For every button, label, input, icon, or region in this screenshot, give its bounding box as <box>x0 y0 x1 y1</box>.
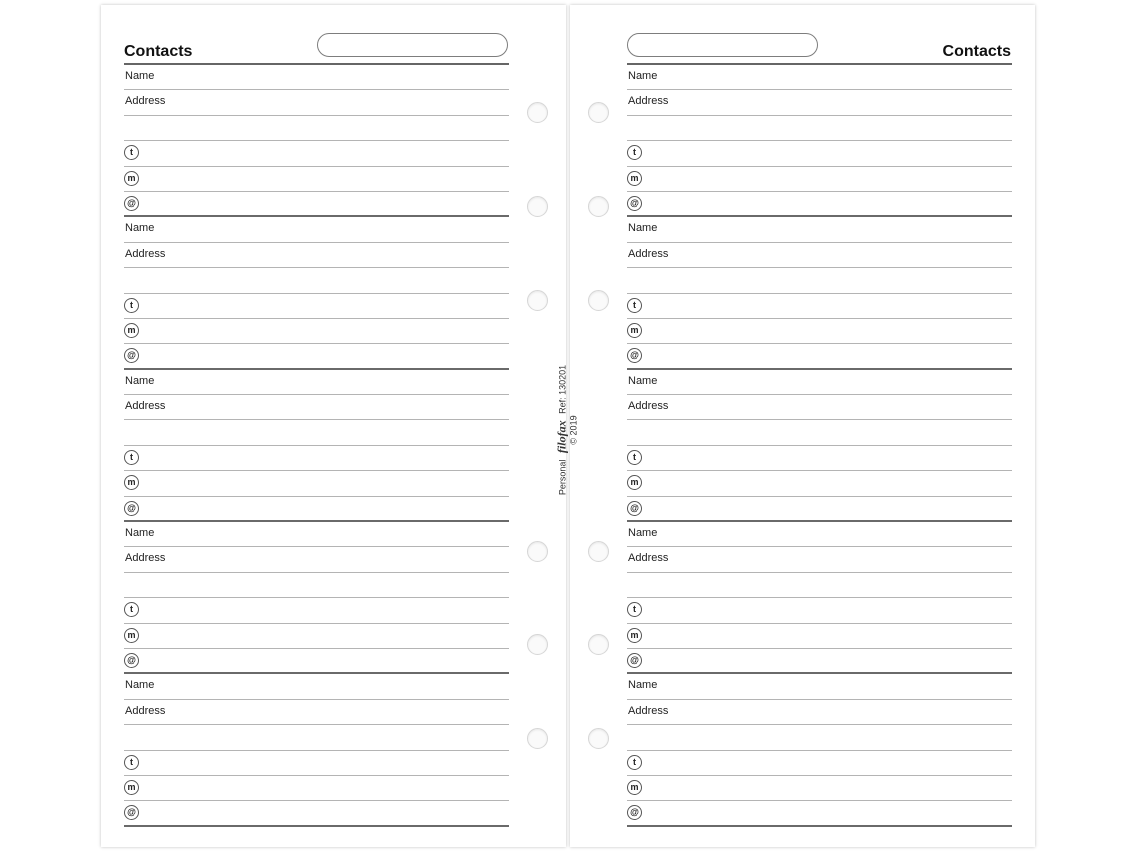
mobile-line[interactable] <box>627 624 1012 649</box>
mobile-line[interactable] <box>124 776 509 801</box>
mobile-icon: m <box>124 323 139 338</box>
phone-line[interactable] <box>627 598 1012 623</box>
address-line[interactable] <box>627 395 1012 420</box>
email-line[interactable] <box>627 192 1012 217</box>
punch-hole <box>527 728 548 749</box>
phone-icon: t <box>627 602 642 617</box>
mobile-icon: m <box>627 475 642 490</box>
mobile-line[interactable] <box>627 776 1012 801</box>
address-line[interactable] <box>124 547 509 572</box>
contact-block <box>627 217 1012 369</box>
phone-line[interactable] <box>627 141 1012 166</box>
email-icon: @ <box>124 653 139 668</box>
mobile-line[interactable] <box>124 167 509 192</box>
contacts-list <box>627 63 1012 827</box>
address-label: Address <box>628 704 669 717</box>
name-line[interactable] <box>627 522 1012 547</box>
mobile-icon: m <box>627 628 642 643</box>
phone-icon: t <box>124 755 139 770</box>
phone-icon: t <box>627 755 642 770</box>
name-line[interactable] <box>124 674 509 699</box>
name-line[interactable] <box>627 370 1012 395</box>
ref-label: Ref: 130201 <box>557 364 568 414</box>
mobile-icon: m <box>124 171 139 186</box>
address-line-2[interactable] <box>627 573 1012 598</box>
mobile-line[interactable] <box>124 624 509 649</box>
mobile-icon: m <box>124 475 139 490</box>
name-label: Name <box>628 374 658 387</box>
name-line[interactable] <box>627 65 1012 90</box>
email-line[interactable] <box>124 344 509 369</box>
address-line-2[interactable] <box>124 116 509 141</box>
punch-hole <box>527 102 548 123</box>
phone-line[interactable] <box>124 141 509 166</box>
address-label: Address <box>125 704 166 717</box>
name-label: Name <box>125 679 155 692</box>
email-line[interactable] <box>627 649 1012 674</box>
address-label: Address <box>628 95 669 108</box>
page-title: Contacts <box>942 43 1011 60</box>
mobile-line[interactable] <box>627 167 1012 192</box>
address-label: Address <box>628 552 669 565</box>
mobile-icon: m <box>627 323 642 338</box>
page-title: Contacts <box>124 43 193 60</box>
right-page <box>570 5 1035 847</box>
email-line[interactable] <box>627 344 1012 369</box>
address-line-2[interactable] <box>124 420 509 445</box>
contact-block <box>627 674 1012 826</box>
phone-icon: t <box>124 145 139 160</box>
name-line[interactable] <box>124 370 509 395</box>
phone-line[interactable] <box>627 446 1012 471</box>
punch-hole <box>527 541 548 562</box>
name-line[interactable] <box>124 217 509 242</box>
phone-line[interactable] <box>124 598 509 623</box>
punch-hole <box>527 290 548 311</box>
name-label: Name <box>125 222 155 235</box>
name-label: Name <box>125 527 155 540</box>
punch-hole <box>527 634 548 655</box>
address-line-2[interactable] <box>627 725 1012 750</box>
name-label: Name <box>125 374 155 387</box>
punch-hole <box>588 728 609 749</box>
address-line-2[interactable] <box>627 420 1012 445</box>
brand-logo: filofax <box>554 420 569 454</box>
mobile-icon: m <box>627 171 642 186</box>
address-label: Address <box>125 247 166 260</box>
index-tab-field[interactable] <box>317 33 508 57</box>
punch-hole <box>527 196 548 217</box>
address-line-2[interactable] <box>124 573 509 598</box>
punch-hole <box>588 541 609 562</box>
contact-block <box>124 674 509 826</box>
contact-block <box>627 370 1012 522</box>
address-line[interactable] <box>627 243 1012 268</box>
address-line[interactable] <box>124 395 509 420</box>
email-line[interactable] <box>124 801 509 826</box>
spine-imprint <box>554 363 580 497</box>
size-label: Personal <box>557 459 568 496</box>
phone-line[interactable] <box>124 446 509 471</box>
address-label: Address <box>125 95 166 108</box>
address-line[interactable] <box>627 547 1012 572</box>
mobile-icon: m <box>627 780 642 795</box>
email-icon: @ <box>627 501 642 516</box>
email-icon: @ <box>124 805 139 820</box>
email-line[interactable] <box>124 649 509 674</box>
email-line[interactable] <box>627 801 1012 826</box>
left-page <box>101 5 566 847</box>
mobile-line[interactable] <box>627 319 1012 344</box>
phone-icon: t <box>124 602 139 617</box>
address-label: Address <box>125 552 166 565</box>
phone-icon: t <box>124 298 139 313</box>
phone-icon: t <box>124 450 139 465</box>
phone-line[interactable] <box>124 294 509 319</box>
phone-icon: t <box>627 450 642 465</box>
mobile-icon: m <box>124 780 139 795</box>
name-line[interactable] <box>627 217 1012 242</box>
address-label: Address <box>628 400 669 413</box>
phone-icon: t <box>627 145 642 160</box>
contact-block <box>124 65 509 217</box>
name-label: Name <box>628 222 658 235</box>
name-label: Name <box>125 70 155 82</box>
email-icon: @ <box>627 653 642 668</box>
mobile-line[interactable] <box>124 319 509 344</box>
address-line[interactable] <box>124 90 509 115</box>
address-line[interactable] <box>124 700 509 725</box>
email-line[interactable] <box>124 497 509 522</box>
address-line-2[interactable] <box>124 725 509 750</box>
punch-hole <box>588 102 609 123</box>
phone-line[interactable] <box>627 751 1012 776</box>
email-icon: @ <box>124 348 139 363</box>
punch-hole <box>588 290 609 311</box>
address-line-2[interactable] <box>627 116 1012 141</box>
address-line[interactable] <box>627 90 1012 115</box>
mobile-icon: m <box>124 628 139 643</box>
contact-block <box>627 522 1012 674</box>
address-label: Address <box>125 400 166 413</box>
address-line-2[interactable] <box>627 268 1012 293</box>
email-icon: @ <box>627 348 642 363</box>
address-line[interactable] <box>627 700 1012 725</box>
punch-hole <box>588 196 609 217</box>
email-icon: @ <box>627 196 642 211</box>
copyright-label: © 2019 <box>568 415 579 445</box>
phone-icon: t <box>627 298 642 313</box>
contact-block <box>124 217 509 369</box>
name-label: Name <box>628 679 658 692</box>
address-line[interactable] <box>124 243 509 268</box>
email-icon: @ <box>627 805 642 820</box>
email-icon: @ <box>124 501 139 516</box>
email-line[interactable] <box>124 192 509 217</box>
email-line[interactable] <box>627 497 1012 522</box>
punch-hole <box>588 634 609 655</box>
contacts-list <box>124 63 509 827</box>
contact-block <box>124 370 509 522</box>
index-tab-field[interactable] <box>627 33 818 57</box>
phone-line[interactable] <box>124 751 509 776</box>
address-label: Address <box>628 247 669 260</box>
name-line[interactable] <box>124 65 509 90</box>
name-label: Name <box>628 527 658 540</box>
name-label: Name <box>628 70 658 82</box>
address-line-2[interactable] <box>124 268 509 293</box>
name-line[interactable] <box>124 522 509 547</box>
contact-block <box>627 65 1012 217</box>
email-icon: @ <box>124 196 139 211</box>
mobile-line[interactable] <box>627 471 1012 496</box>
phone-line[interactable] <box>627 294 1012 319</box>
contact-block <box>124 522 509 674</box>
name-line[interactable] <box>627 674 1012 699</box>
mobile-line[interactable] <box>124 471 509 496</box>
